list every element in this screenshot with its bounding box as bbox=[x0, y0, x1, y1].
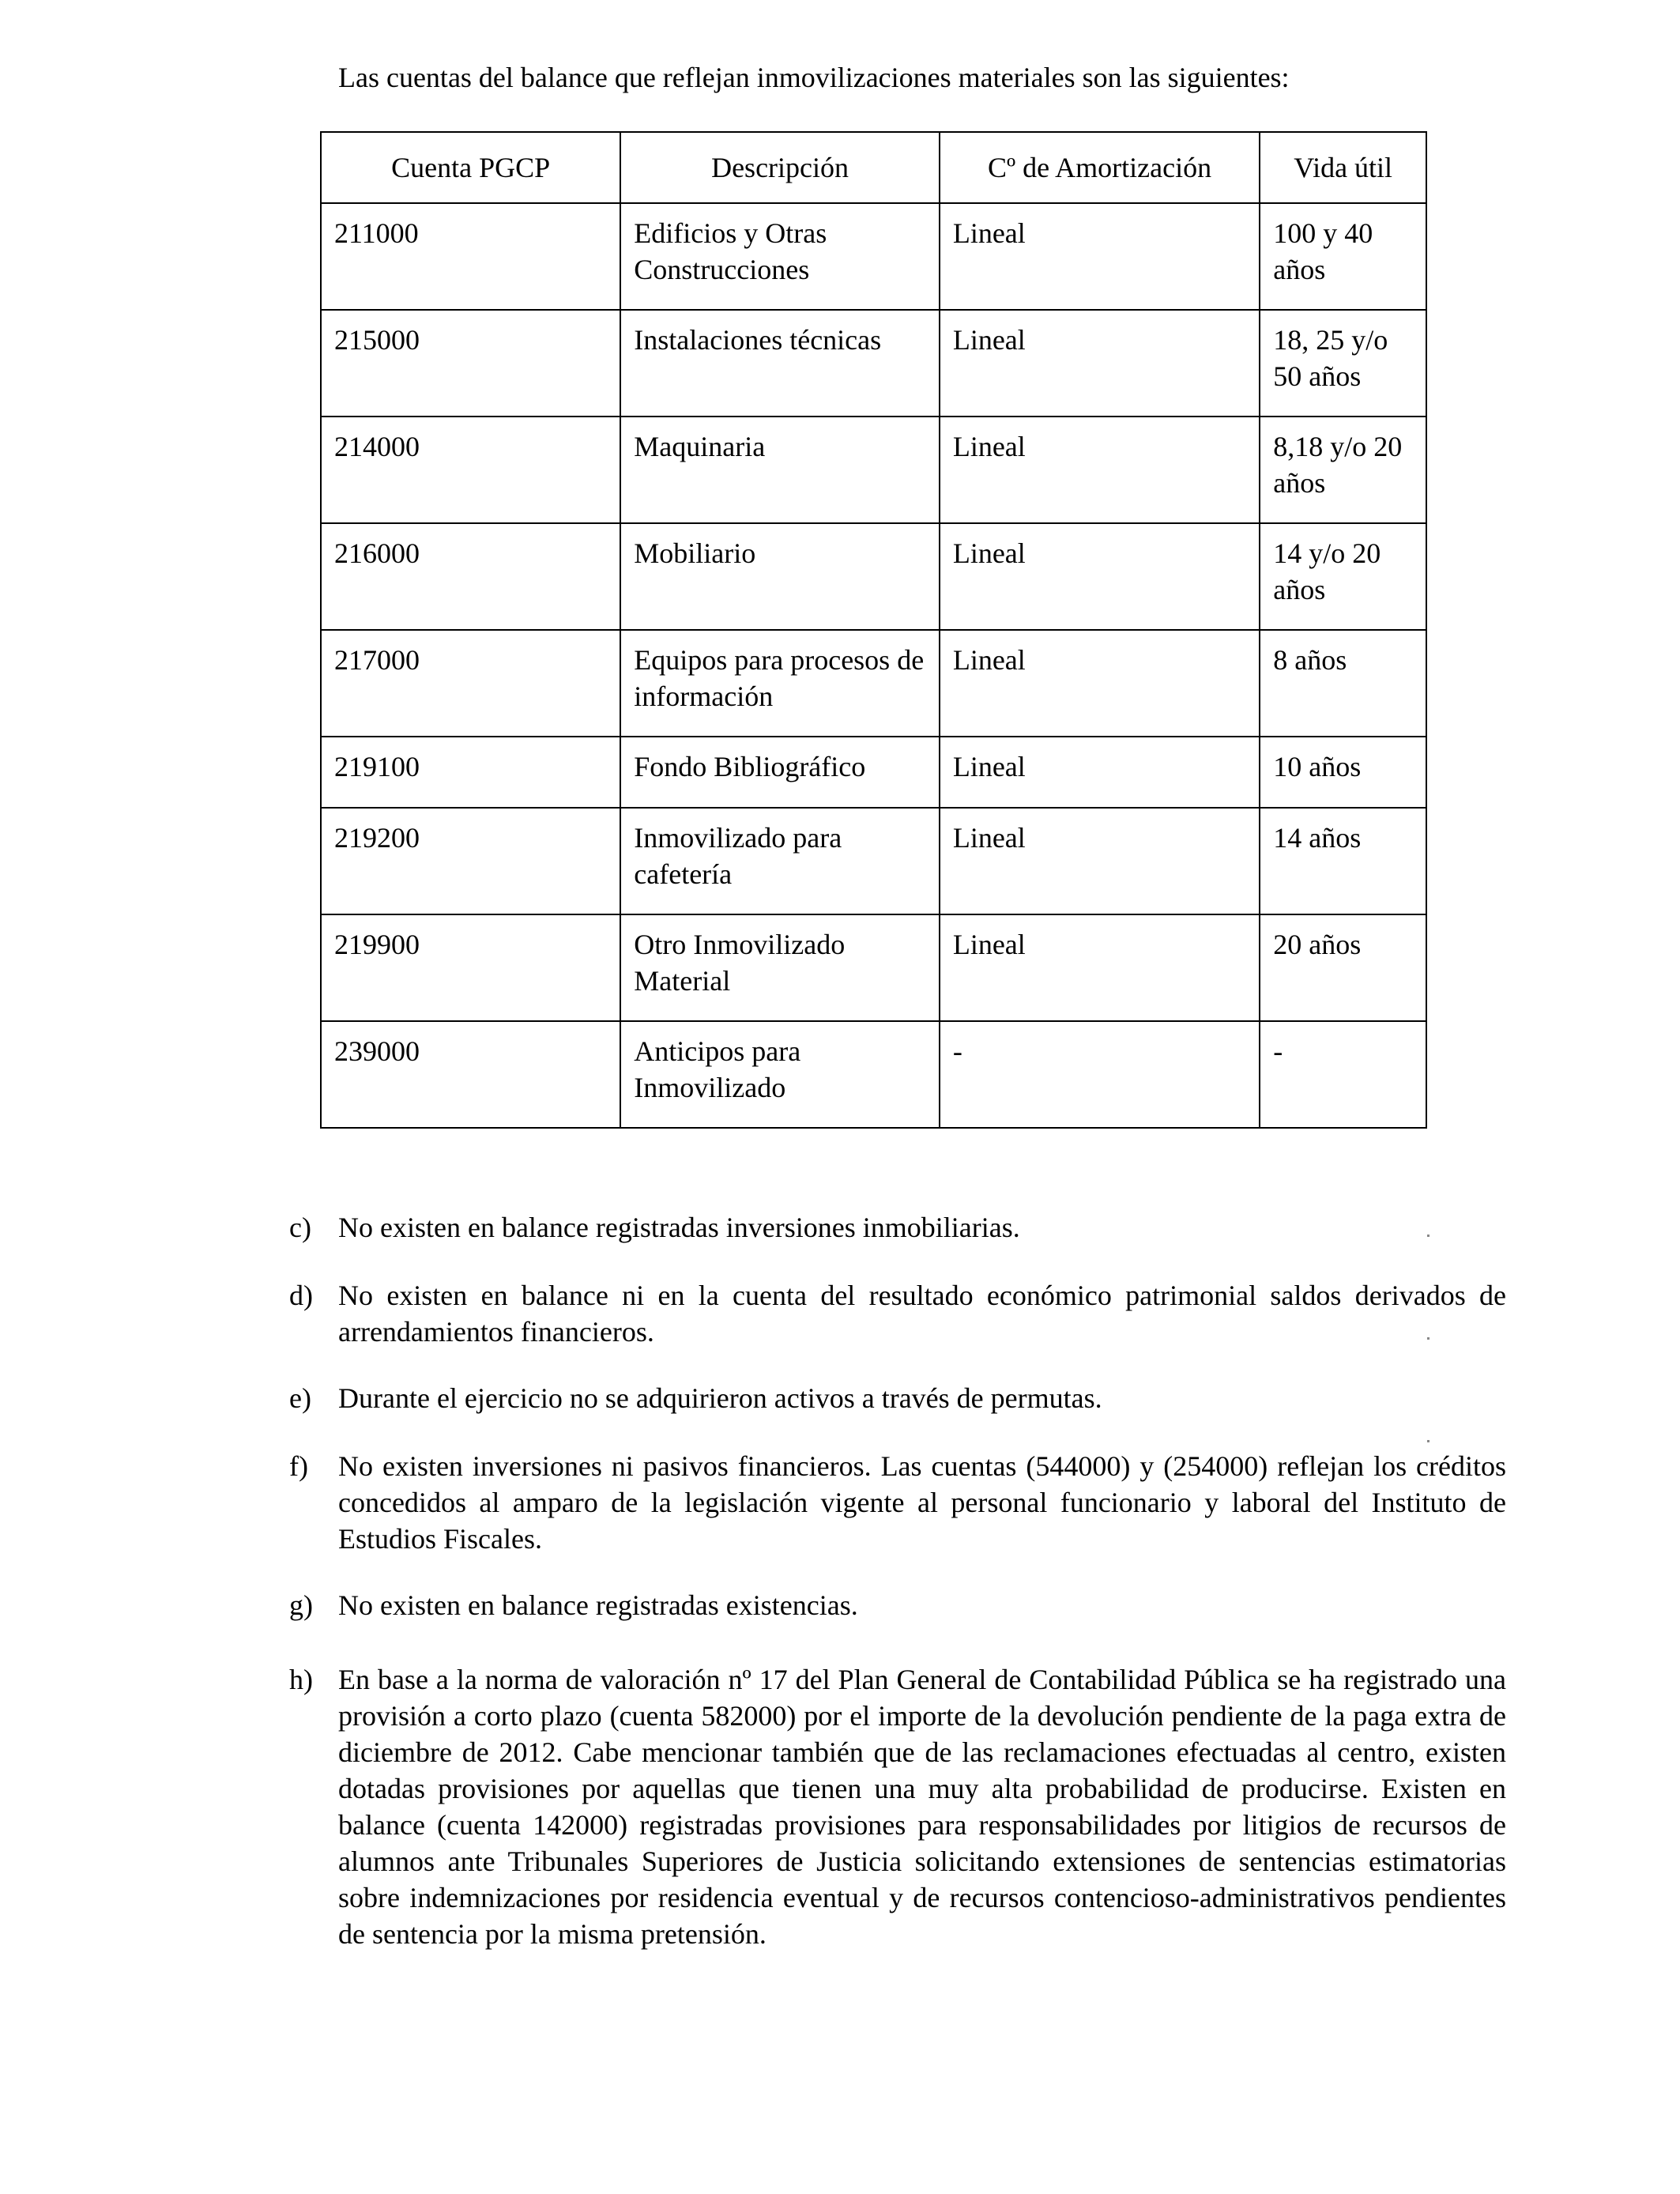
item-label: e) bbox=[289, 1382, 311, 1414]
item-label: h) bbox=[289, 1664, 313, 1695]
cell-vida-util: 100 y 40 años bbox=[1260, 203, 1426, 310]
cell-vida-util: 10 años bbox=[1260, 737, 1426, 808]
table-row bbox=[321, 203, 1426, 310]
header-cuenta: Cuenta PGCP bbox=[321, 132, 620, 203]
cell-amortizacion: Lineal bbox=[940, 523, 1260, 630]
cell-cuenta: 215000 bbox=[321, 310, 620, 417]
table-row bbox=[321, 808, 1426, 914]
cell-descripcion: Fondo Bibliográfico bbox=[620, 737, 940, 808]
item-text: Durante el ejercicio no se adquirieron activos a través de permutas. bbox=[338, 1382, 1102, 1414]
fixed-assets-table bbox=[320, 131, 1427, 1129]
header-vida-util: Vida útil bbox=[1260, 132, 1426, 203]
table-row bbox=[321, 523, 1426, 630]
cell-cuenta: 216000 bbox=[321, 523, 620, 630]
header-descripcion: Descripción bbox=[620, 132, 940, 203]
cell-vida-util: 18, 25 y/o 50 años bbox=[1260, 310, 1426, 417]
table-row bbox=[321, 737, 1426, 808]
stray-mark bbox=[1427, 1440, 1430, 1442]
cell-amortizacion: Lineal bbox=[940, 310, 1260, 417]
cell-cuenta: 214000 bbox=[321, 417, 620, 523]
cell-amortizacion: Lineal bbox=[940, 808, 1260, 914]
cell-amortizacion: - bbox=[940, 1021, 1260, 1128]
cell-descripcion: Equipos para procesos de información bbox=[620, 630, 940, 737]
cell-descripcion: Inmovilizado para cafetería bbox=[620, 808, 940, 914]
cell-cuenta: 219200 bbox=[321, 808, 620, 914]
cell-amortizacion: Lineal bbox=[940, 914, 1260, 1021]
stray-mark bbox=[1427, 1235, 1430, 1237]
item-text: No existen en balance registradas existencias. bbox=[338, 1589, 858, 1621]
cell-cuenta: 239000 bbox=[321, 1021, 620, 1128]
cell-cuenta: 219100 bbox=[321, 737, 620, 808]
item-text: No existen en balance registradas inversiones inmobiliarias. bbox=[338, 1212, 1020, 1243]
table-row bbox=[321, 1021, 1426, 1128]
cell-amortizacion: Lineal bbox=[940, 203, 1260, 310]
cell-vida-util: 14 años bbox=[1260, 808, 1426, 914]
header-amortizacion: Cº de Amortización bbox=[940, 132, 1260, 203]
item-text: No existen inversiones ni pasivos financieros. Las cuentas (544000) y (254000) reflejan los créditos concedidos al amparo de la legislación vigente al personal funcionario y laboral del Instituto de Estudios Fiscales. bbox=[338, 1450, 1506, 1555]
cell-descripcion: Edificios y Otras Construcciones bbox=[620, 203, 940, 310]
item-label: f) bbox=[289, 1450, 308, 1482]
cell-amortizacion: Lineal bbox=[940, 417, 1260, 523]
table-row bbox=[321, 914, 1426, 1021]
cell-cuenta: 211000 bbox=[321, 203, 620, 310]
cell-vida-util: 20 años bbox=[1260, 914, 1426, 1021]
item-label: g) bbox=[289, 1589, 313, 1621]
cell-descripcion: Maquinaria bbox=[620, 417, 940, 523]
item-text: No existen en balance ni en la cuenta del resultado económico patrimonial saldos derivados de arrendamientos financieros. bbox=[338, 1280, 1506, 1348]
cell-cuenta: 219900 bbox=[321, 914, 620, 1021]
cell-descripcion: Anticipos para Inmovilizado bbox=[620, 1021, 940, 1128]
cell-vida-util: 8 años bbox=[1260, 630, 1426, 737]
cell-vida-util: - bbox=[1260, 1021, 1426, 1128]
intro-paragraph: Las cuentas del balance que reflejan inmovilizaciones materiales son las siguientes: bbox=[338, 62, 1290, 93]
table-header-row bbox=[321, 132, 1426, 203]
item-label: d) bbox=[289, 1280, 313, 1311]
cell-descripcion: Otro Inmovilizado Material bbox=[620, 914, 940, 1021]
table-row bbox=[321, 630, 1426, 737]
item-label: c) bbox=[289, 1212, 311, 1243]
cell-amortizacion: Lineal bbox=[940, 737, 1260, 808]
table-row bbox=[321, 310, 1426, 417]
cell-amortizacion: Lineal bbox=[940, 630, 1260, 737]
cell-vida-util: 8,18 y/o 20 años bbox=[1260, 417, 1426, 523]
table-row bbox=[321, 417, 1426, 523]
cell-descripcion: Mobiliario bbox=[620, 523, 940, 630]
cell-cuenta: 217000 bbox=[321, 630, 620, 737]
item-text: En base a la norma de valoración nº 17 del Plan General de Contabilidad Pública se ha registrado una provisión a corto plazo (cuenta 582000) por el importe de la devolución pendiente de la paga extra de diciembre de 2012. Cabe mencionar también que de las reclamaciones efectuadas al centro, existen dotadas provisiones por aquellas que tienen una muy alta probabilidad de producirse. Existen en balance (cuenta 142000) registradas provisiones para responsabilidades por litigios de recursos de alumnos ante Tribunales Superiores de Justicia solicitando extensiones de sentencias estimatorias sobre indemnizaciones por residencia eventual y de recursos contencioso-administrativos pendientes de sentencia por la misma pretensión. bbox=[338, 1664, 1506, 1950]
stray-mark bbox=[1427, 1337, 1430, 1340]
cell-descripcion: Instalaciones técnicas bbox=[620, 310, 940, 417]
cell-vida-util: 14 y/o 20 años bbox=[1260, 523, 1426, 630]
